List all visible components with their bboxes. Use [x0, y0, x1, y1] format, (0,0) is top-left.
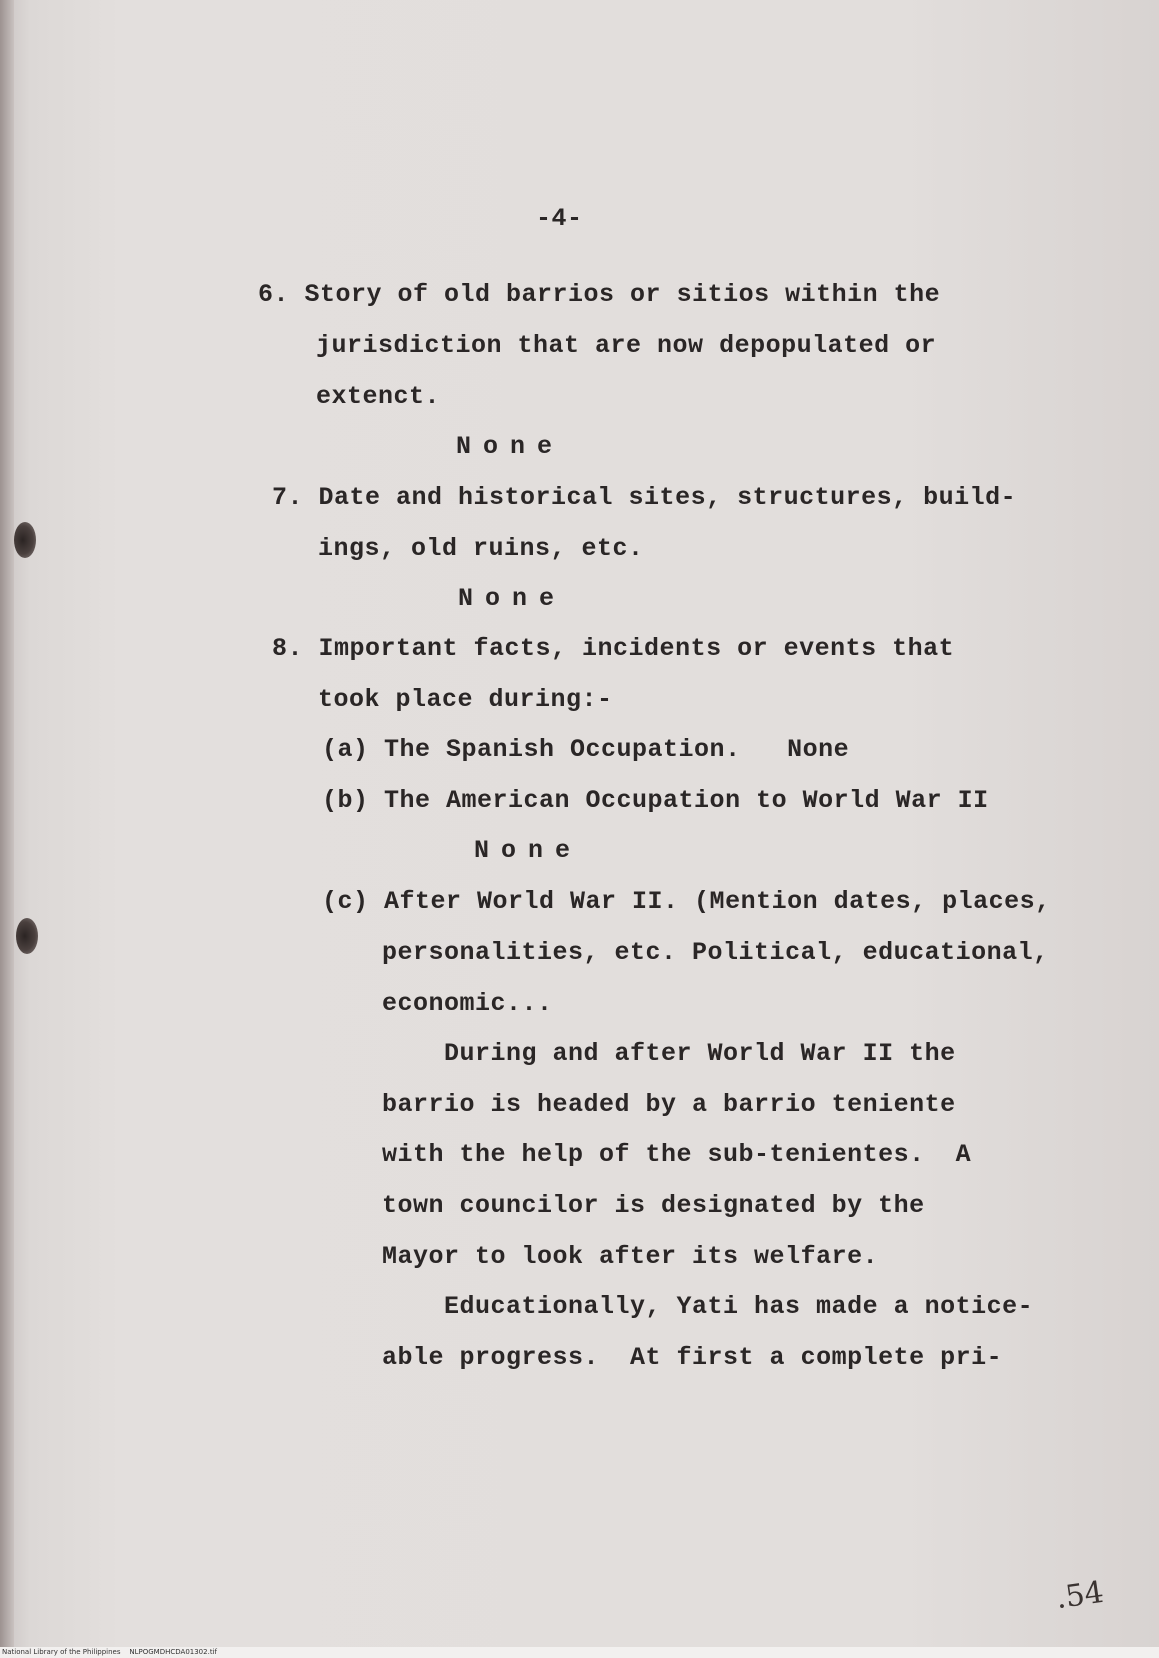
paragraph-line: Educationally, Yati has made a notice- [444, 1292, 1034, 1321]
item6-line: jurisdiction that are now depopulated or [316, 331, 937, 360]
item6-answer: None [456, 432, 565, 461]
item8c-line: economic... [382, 989, 553, 1018]
scan-footer: National Library of the Philippines NLPOGMDHCDA01302.tif [0, 1647, 1159, 1658]
item8-line: took place during:- [318, 685, 613, 714]
page-binding-edge [0, 0, 14, 1658]
item7-answer: None [458, 584, 567, 613]
item7-line: 7. Date and historical sites, structures, build- [272, 483, 1017, 512]
item6-line: 6. Story of old barrios or sitios within the [258, 280, 941, 309]
paragraph-line: with the help of the sub-tenientes. A [382, 1140, 972, 1169]
item8c-line: personalities, etc. Political, educational, [382, 938, 1049, 967]
item8-line: 8. Important facts, incidents or events that [272, 634, 955, 663]
paragraph-line: barrio is headed by a barrio teniente [382, 1090, 956, 1119]
item8b-line: (b) The American Occupation to World War II [322, 786, 989, 815]
binding-hole [16, 918, 38, 954]
binding-hole [14, 522, 36, 558]
handwritten-page-number: .54 [1053, 1574, 1106, 1617]
item6-line: extenct. [316, 382, 441, 411]
paragraph-line: town councilor is designated by the [382, 1191, 925, 1220]
item8b-answer: None [474, 836, 583, 865]
item8c-line: (c) After World War II. (Mention dates, places, [322, 887, 1051, 916]
item7-line: ings, old ruins, etc. [318, 534, 644, 563]
item8a-line: (a) The Spanish Occupation. None [322, 735, 850, 764]
paragraph-line: During and after World War II the [444, 1039, 956, 1068]
paragraph-line: able progress. At first a complete pri- [382, 1343, 1003, 1372]
paragraph-line: Mayor to look after its welfare. [382, 1242, 879, 1271]
page-header: -4- [536, 204, 583, 233]
